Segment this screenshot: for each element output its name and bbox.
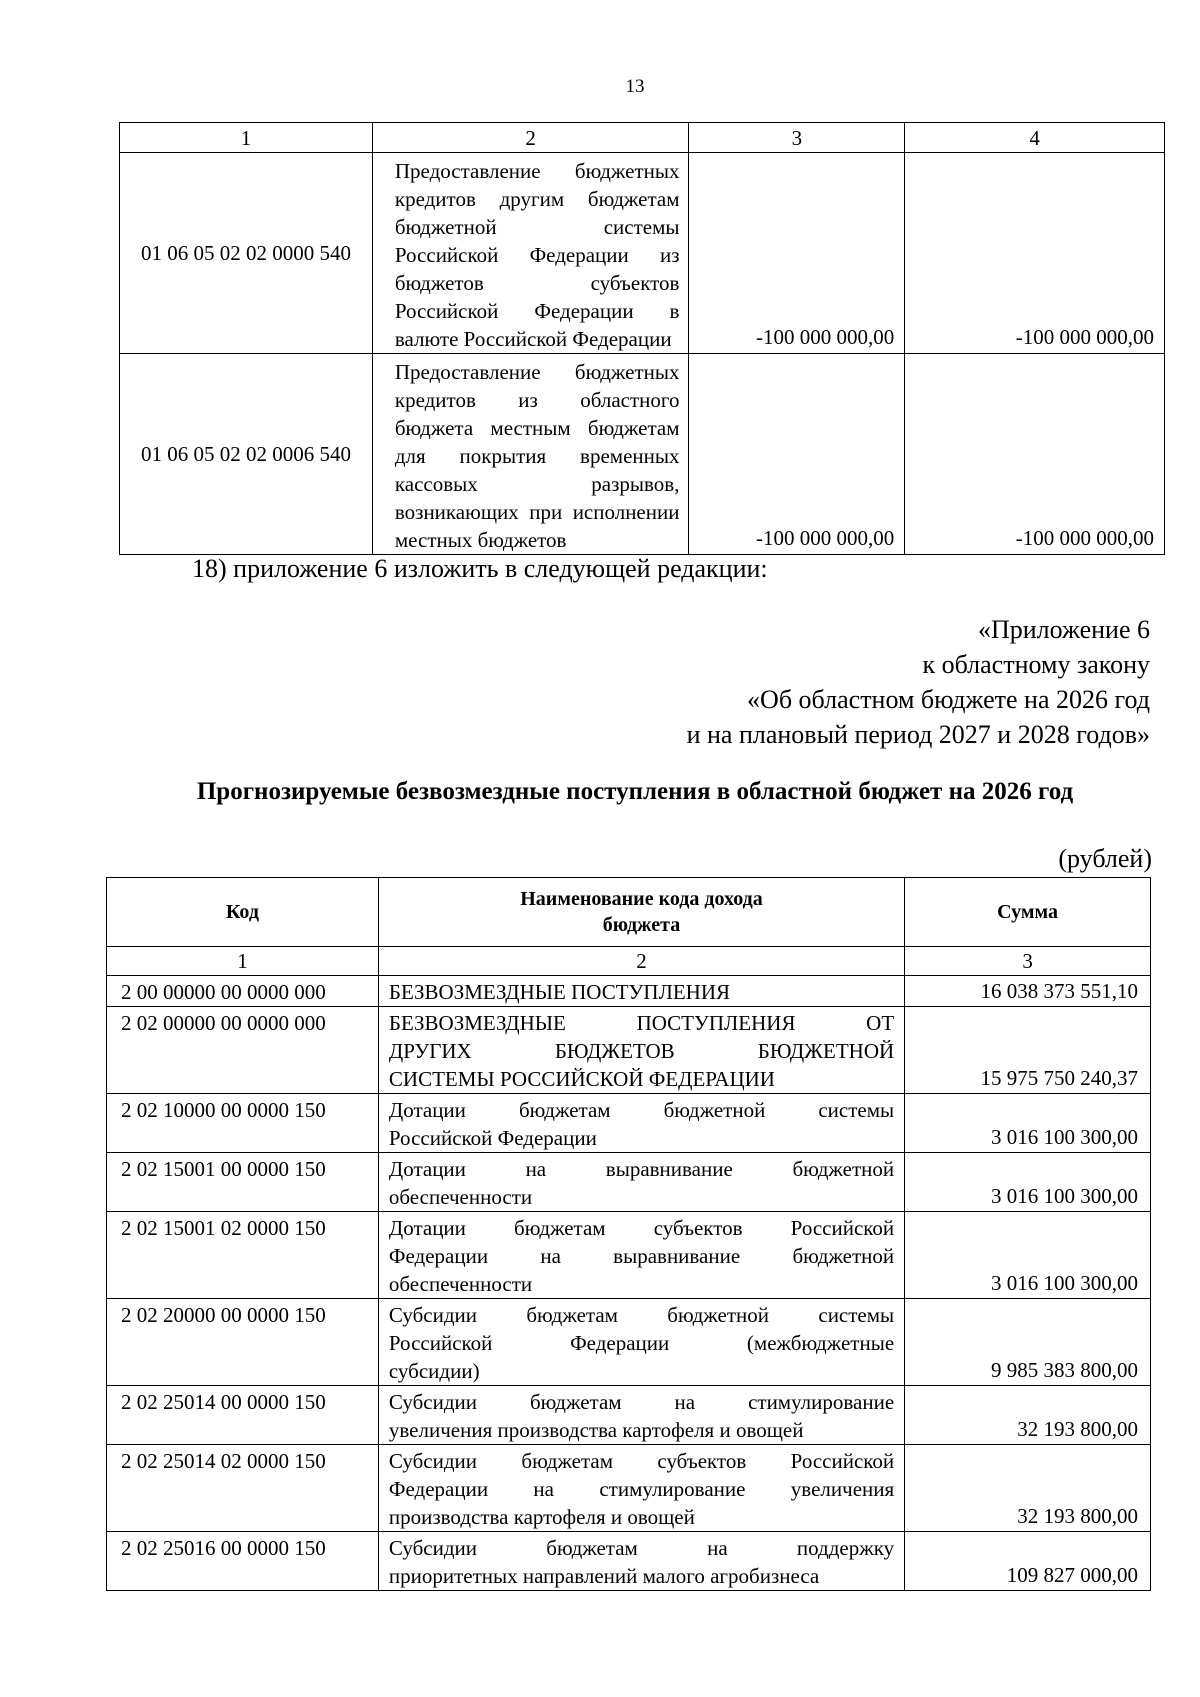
row-code: 2 02 15001 00 0000 150 [107,1153,379,1212]
header-code: Код [107,878,379,947]
name-line: Федерации на выравнивание бюджетной [388,1244,895,1268]
instruction-text: 18) приложение 6 изложить в следующей редакции: [192,554,768,583]
table-row [107,1094,1151,1153]
column-number: 3 [905,947,1151,976]
top-table [119,122,1165,555]
revenue-table [106,877,1151,1591]
row-code: 01 06 05 02 02 0000 540 [120,153,373,354]
row-name [378,1007,904,1094]
row-name [372,153,689,354]
column-number: 1 [120,123,373,153]
header-name [378,878,904,947]
name-line: производства картофеля и овощей [388,1505,695,1529]
header-name-line: Наименование кода дохода [520,888,763,910]
row-code: 2 02 20000 00 0000 150 [107,1299,379,1386]
row-sum: 3 016 100 300,00 [905,1094,1151,1153]
row-name [378,1532,904,1591]
row-name [378,1386,904,1445]
name-line: субсидии) [388,1359,480,1383]
name-line: бюджета местным бюджетам [394,416,680,440]
appendix-line: к областному закону [922,650,1150,679]
header-sum: Сумма [905,878,1151,947]
column-number: 1 [107,947,379,976]
row-sum: 3 016 100 300,00 [905,1153,1151,1212]
table-row [107,1299,1151,1386]
table-row [107,1532,1151,1591]
row-name [372,354,689,555]
row-name [378,1299,904,1386]
name-line: ДРУГИХ БЮДЖЕТОВ БЮДЖЕТНОЙ [388,1039,895,1063]
name-line: Российской Федерации (межбюджетные [388,1331,895,1355]
name-line: валюте Российской Федерации [394,327,672,351]
table-row [107,1386,1151,1445]
row-sum-2028: -100 000 000,00 [905,354,1165,555]
row-code: 01 06 05 02 02 0006 540 [120,354,373,555]
row-name [378,1153,904,1212]
name-line: приоритетных направлений малого агробизнеса [388,1564,820,1588]
name-line: СИСТЕМЫ РОССИЙСКОЙ ФЕДЕРАЦИИ [388,1067,775,1091]
name-line: увеличения производства картофеля и овощей [388,1418,804,1442]
table-header-row [107,878,1151,947]
row-sum: 32 193 800,00 [905,1386,1151,1445]
name-line: Российской Федерации из [394,243,680,267]
name-line: кредитов другим бюджетам [394,187,680,211]
row-sum-2027: -100 000 000,00 [689,354,905,555]
row-name [378,976,904,1007]
name-line: БЕЗВОЗМЕЗДНЫЕ ПОСТУПЛЕНИЯ [388,980,730,1004]
table-row [120,354,1165,555]
row-name [378,1445,904,1532]
name-line: Субсидии бюджетам бюджетной системы [388,1303,895,1327]
name-line: Дотации бюджетам бюджетной системы [388,1098,895,1122]
name-line: местных бюджетов [394,528,567,552]
name-line: кассовых разрывов, [394,472,680,496]
name-line: БЕЗВОЗМЕЗДНЫЕ ПОСТУПЛЕНИЯ ОТ [388,1011,895,1035]
name-line: для покрытия временных [394,444,680,468]
column-number-row [107,947,1151,976]
name-line: обеспеченности [388,1185,533,1209]
row-sum: 3 016 100 300,00 [905,1212,1151,1299]
page-number: 13 [625,76,645,97]
row-name [378,1212,904,1299]
column-number: 3 [689,123,905,153]
name-line: Российской Федерации [388,1126,597,1150]
row-sum: 16 038 373 551,10 [905,976,1151,1007]
row-sum-2027: -100 000 000,00 [689,153,905,354]
top-table-header-row [120,123,1165,153]
document-title: Прогнозируемые безвозмездные поступления в областной бюджет на 2026 год [196,778,1074,805]
row-name [378,1094,904,1153]
row-code: 2 02 10000 00 0000 150 [107,1094,379,1153]
name-line: бюджетов субъектов [394,271,680,295]
name-line: Субсидии бюджетам на поддержку [388,1536,895,1560]
table-row [120,153,1165,354]
name-line: Субсидии бюджетам на стимулирование [388,1390,895,1414]
row-code: 2 00 00000 00 0000 000 [107,976,379,1007]
name-line: Субсидии бюджетам субъектов Российской [388,1449,895,1473]
row-sum: 32 193 800,00 [905,1445,1151,1532]
name-line: бюджетной системы [394,215,680,239]
table-row [107,1445,1151,1532]
name-line: Российской Федерации в [394,299,680,323]
row-sum: 9 985 383 800,00 [905,1299,1151,1386]
column-number: 2 [378,947,904,976]
name-line: Предоставление бюджетных [394,159,680,183]
appendix-line: «Приложение 6 [977,615,1150,644]
appendix-line: «Об областном бюджете на 2026 год [747,685,1150,714]
row-code: 2 02 15001 02 0000 150 [107,1212,379,1299]
row-code: 2 02 25014 00 0000 150 [107,1386,379,1445]
unit-label: (рублей) [1058,844,1152,873]
name-line: возникающих при исполнении [394,500,680,524]
appendix-line: и на плановый период 2027 и 2028 годов» [686,720,1150,749]
name-line: Дотации на выравнивание бюджетной [388,1157,895,1181]
row-code: 2 02 00000 00 0000 000 [107,1007,379,1094]
name-line: кредитов из областного [394,388,680,412]
row-sum-2028: -100 000 000,00 [905,153,1165,354]
column-number: 2 [372,123,689,153]
row-sum: 109 827 000,00 [905,1532,1151,1591]
name-line: обеспеченности [388,1272,533,1296]
appendix-header [687,612,1150,752]
name-line: Федерации на стимулирование увеличения [388,1477,895,1501]
table-row [107,1212,1151,1299]
table-row [107,1007,1151,1094]
table-row [107,976,1151,1007]
row-sum: 15 975 750 240,37 [905,1007,1151,1094]
table-row [107,1153,1151,1212]
row-code: 2 02 25014 02 0000 150 [107,1445,379,1532]
name-line: Дотации бюджетам субъектов Российской [388,1216,895,1240]
column-number: 4 [905,123,1165,153]
header-name-line: бюджета [602,914,681,936]
row-code: 2 02 25016 00 0000 150 [107,1532,379,1591]
name-line: Предоставление бюджетных [394,360,680,384]
